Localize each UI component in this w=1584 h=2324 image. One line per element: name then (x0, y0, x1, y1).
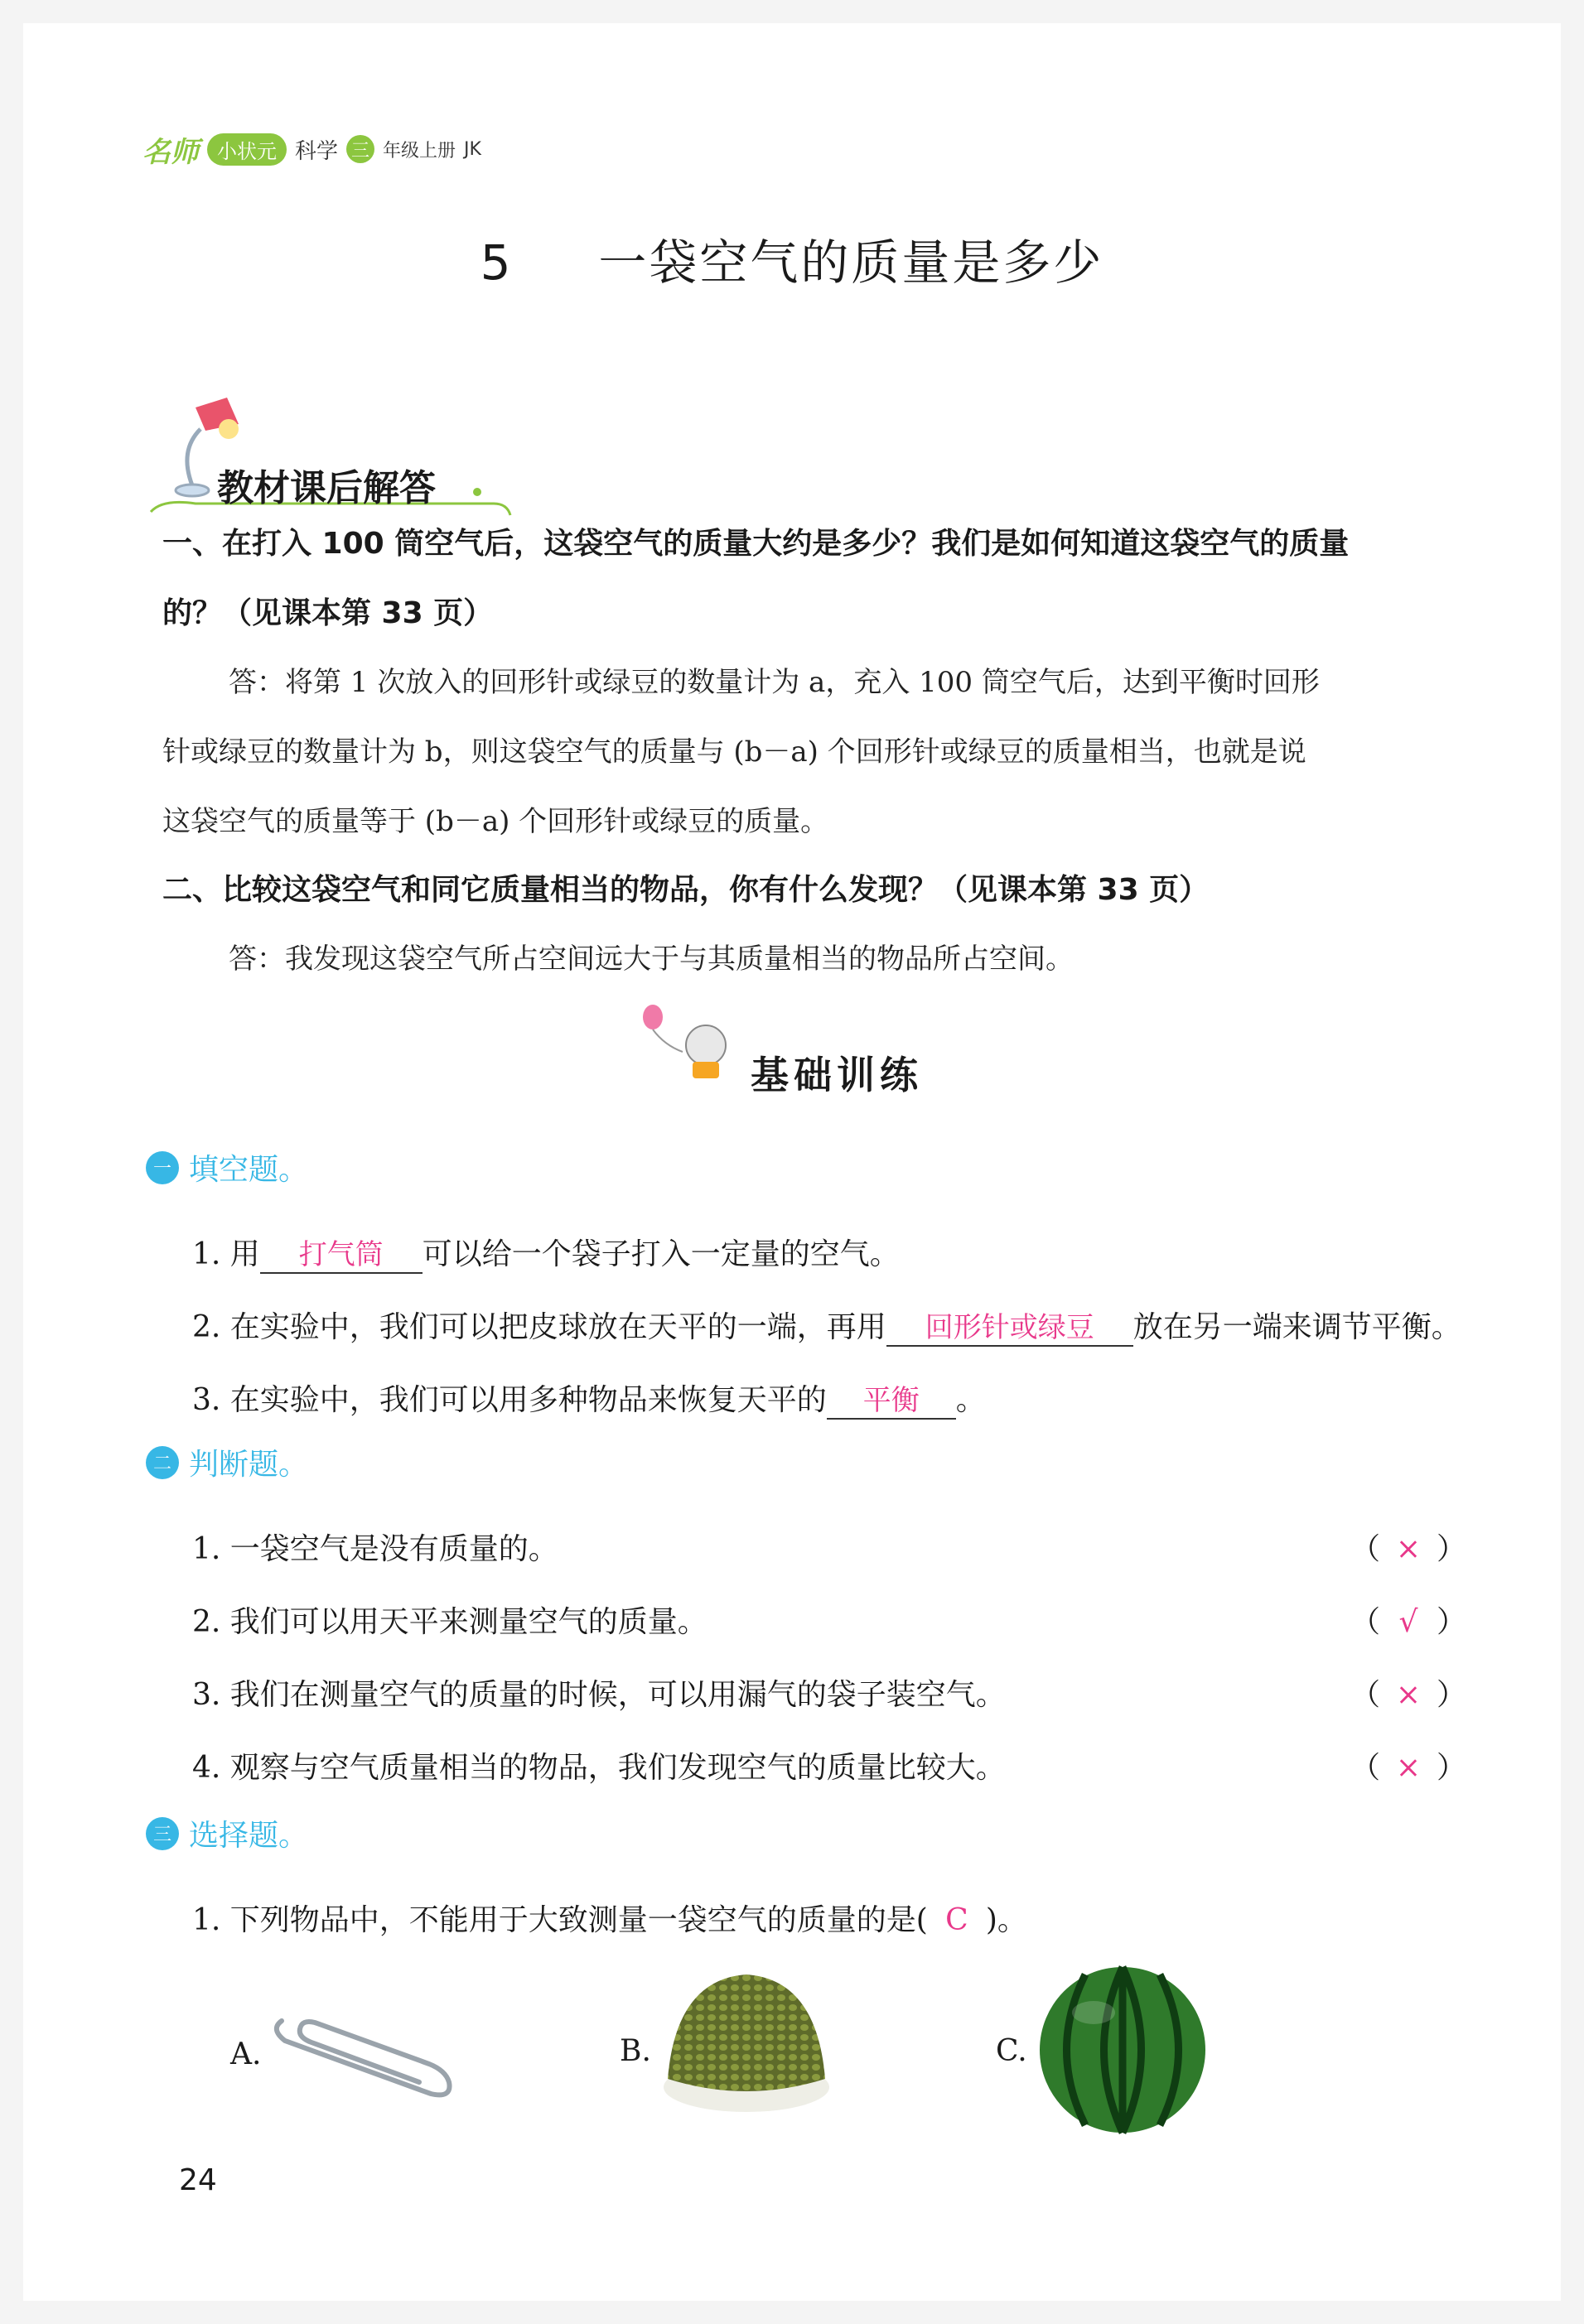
watermelon-icon (1036, 1963, 1210, 2137)
judge-item-3: 3. 我们在测量空气的质量的时候，可以用漏气的袋子装空气。 (192, 1678, 1006, 1712)
grade-badge: 三 (346, 135, 374, 163)
answer-1-line-3: 这袋空气的质量等于 (b－a) 个回形针或绿豆的质量。 (162, 805, 829, 838)
subsection-multiple-choice (146, 1812, 308, 1854)
judge-mark-1: （ × ） (1350, 1532, 1467, 1566)
fill-item-text: 2. 在实验中，我们可以把皮球放在天平的一端，再用 (192, 1310, 886, 1344)
answer-1-line-1: 答：将第 1 次放入的回形针或绿豆的数量计为 a，充入 100 筒空气后，达到平衡时回形 (229, 666, 1320, 699)
choice-answer[interactable]: C (945, 1903, 968, 1937)
fill-item-text: 放在另一端来调节平衡。 (1132, 1310, 1461, 1344)
answer-blank[interactable]: 平衡 (827, 1377, 956, 1420)
subsection-number: 一 (146, 1151, 179, 1184)
subsection-label: 选择题。 (189, 1819, 309, 1853)
subsection-number: 三 (146, 1817, 179, 1850)
answer-blank[interactable]: 打气筒 (260, 1232, 423, 1274)
subject-label: 科学 (295, 138, 339, 164)
question-2: 二、比较这袋空气和同它质量相当的物品，你有什么发现？（见课本第 33 页） (162, 873, 1210, 907)
answer-1-line-2: 针或绿豆的数量计为 b，则这袋空气的质量与 (b－a) 个回形针或绿豆的质量相当，也就是说 (162, 735, 1306, 769)
judge-answer[interactable]: × (1395, 1751, 1422, 1785)
lesson-title-text: 一袋空气的质量是多少 (598, 234, 1104, 291)
subsection-number: 二 (146, 1446, 179, 1479)
page-number: 24 (179, 2163, 217, 2197)
option-c-label[interactable]: C. (996, 2034, 1027, 2068)
judge-mark-4: （ × ） (1350, 1751, 1467, 1785)
brand-pill: 小状元 (207, 133, 287, 166)
option-b-label[interactable]: B. (620, 2034, 651, 2068)
subsection-fill-in (146, 1146, 308, 1189)
brand-name: 名师 (142, 135, 199, 169)
fill-item-3 (192, 1377, 986, 1420)
judge-item-2: 2. 我们可以用天平来测量空气的质量。 (192, 1605, 707, 1639)
section-heading-textbook-answers: 教材课后解答 (217, 467, 436, 509)
judge-answer[interactable]: √ (1398, 1605, 1418, 1639)
question-1-line-1: 一、在打入 100 筒空气后，这袋空气的质量大约是多少？我们是如何知道这袋空气的质量 (162, 527, 1350, 561)
grade-label: 年级上册 (383, 140, 456, 162)
lesson-title (0, 224, 1584, 293)
answer-blank[interactable]: 回形针或绿豆 (886, 1304, 1133, 1347)
subsection-label: 填空题。 (189, 1153, 309, 1187)
question-1-line-2: 的？（见课本第 33 页） (162, 596, 494, 630)
lesson-number: 5 (480, 234, 514, 291)
section-heading-basic-training: 基础训练 (751, 1053, 923, 1097)
judge-answer[interactable]: × (1395, 1678, 1422, 1712)
mung-beans-icon (659, 1963, 833, 2120)
elephant-balloon-icon (640, 1004, 739, 1087)
fill-item-1 (192, 1231, 900, 1274)
edition-label: JK (464, 138, 481, 160)
subsection-true-false (146, 1441, 308, 1483)
paper-clip-icon (265, 2004, 464, 2104)
fill-item-text: 可以给一个袋子打入一定量的空气。 (422, 1237, 900, 1271)
fill-item-2 (192, 1304, 1461, 1347)
option-a-label[interactable]: A. (230, 2037, 262, 2071)
judge-item-1: 1. 一袋空气是没有质量的。 (192, 1532, 558, 1566)
judge-mark-2: （ √ ） (1350, 1605, 1467, 1639)
fill-item-text: 1. 用 (192, 1237, 260, 1271)
answer-2: 答：我发现这袋空气所占空间远大于与其质量相当的物品所占空间。 (229, 943, 1074, 976)
choice-question-1: 1. 下列物品中，不能用于大致测量一袋空气的质量的是( C )。 (192, 1903, 1027, 1937)
judge-mark-3: （ × ） (1350, 1678, 1467, 1712)
subsection-label: 判断题。 (189, 1448, 309, 1482)
judge-answer[interactable]: × (1395, 1532, 1422, 1566)
fill-item-text: 3. 在实验中，我们可以用多种物品来恢复天平的 (192, 1383, 827, 1417)
fill-item-text: 。 (955, 1383, 986, 1417)
judge-item-4: 4. 观察与空气质量相当的物品，我们发现空气的质量比较大。 (192, 1751, 1006, 1785)
book-header (142, 133, 481, 169)
